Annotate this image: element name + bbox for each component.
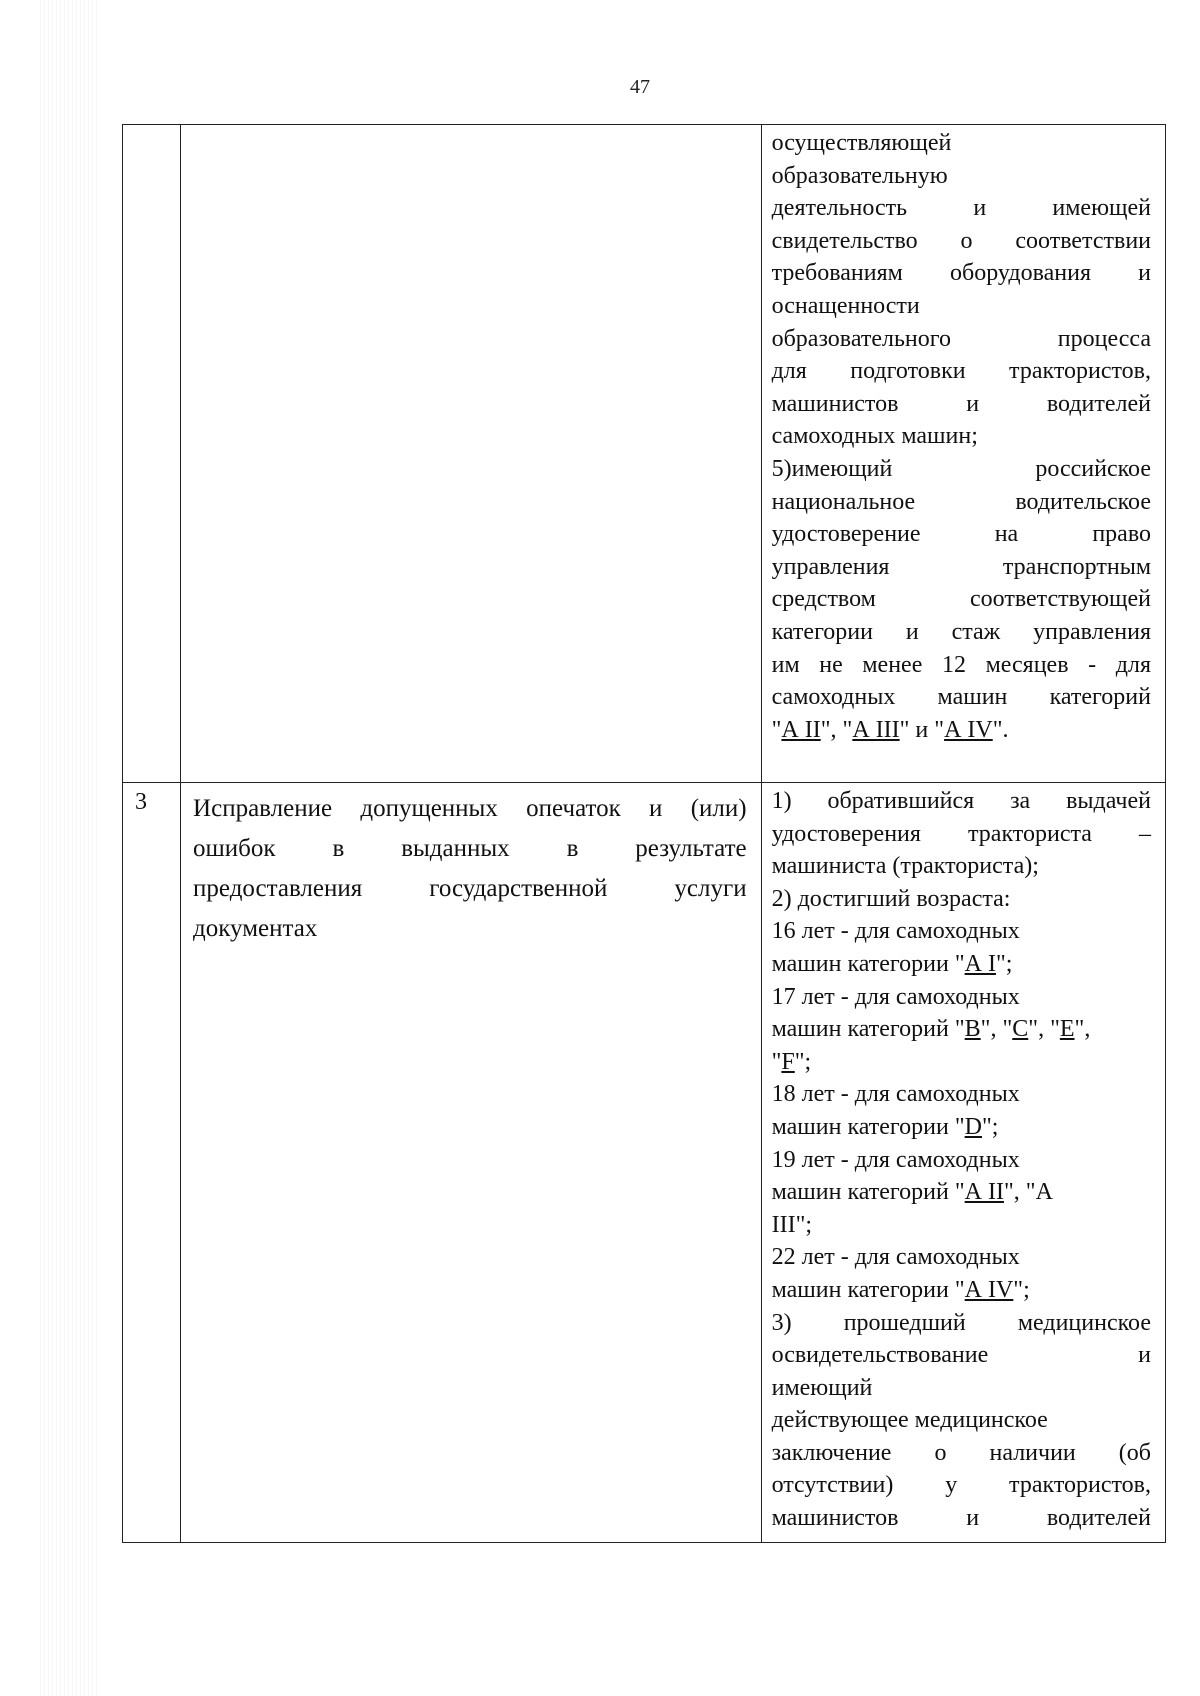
row-number-cell <box>123 125 181 783</box>
table-row1-conditions-line: национальное водительское <box>771 488 1151 515</box>
table-row1-conditions-line: деятельность и имеющей <box>771 195 1151 222</box>
applicant-conditions-cell <box>761 783 1165 1543</box>
table-row2-conditions-line: III"; <box>771 1211 813 1238</box>
service-name-lines <box>193 789 747 949</box>
table-row2-service_lines-line: ошибок в выданных в результате <box>193 835 747 862</box>
table-row2-conditions-line: заключение о наличии (об <box>771 1439 1151 1466</box>
table-row1-conditions-line: осуществляющей <box>771 130 952 156</box>
table-row2-conditions-line: машин категорий "В", "С", "Е", <box>771 1016 1091 1043</box>
table-row2-conditions-line: действующее медицинское <box>771 1407 1048 1434</box>
table-row2-service_lines-line: предоставления государственной услуги <box>193 875 747 902</box>
category-code: А II <box>781 716 821 743</box>
table-row1-conditions-line: "А II", "А III" и "А IV". <box>771 716 1009 743</box>
table-row2-conditions-line: машинистов и водителей <box>771 1505 1151 1532</box>
category-code: F <box>781 1048 795 1075</box>
table-row2-conditions-line: 3) прошедший медицинское <box>771 1309 1151 1336</box>
table-row1-conditions-line: требованиям оборудования и <box>771 260 1151 287</box>
scan-edge-noise <box>40 0 100 1696</box>
table-row2-conditions-line: "F"; <box>771 1048 812 1075</box>
table-row2-conditions-line: 17 лет - для самоходных <box>771 983 1020 1010</box>
table-row1-conditions-line: самоходных машин; <box>771 423 978 450</box>
table-row1-conditions-line: оснащенности <box>771 292 920 319</box>
category-code: А IV <box>944 716 993 743</box>
table-row2-conditions-line: машин категорий "А II", "А <box>771 1179 1053 1206</box>
row-number-cell: 3 <box>123 783 181 1543</box>
table-row2-service_lines-line: Исправление допущенных опечаток и (или) <box>193 795 747 822</box>
category-code: А II <box>964 1179 1004 1206</box>
category-code: В <box>964 1016 981 1043</box>
table-row2-conditions-line: удостоверения тракториста – <box>771 820 1151 847</box>
table-row2-conditions-line: машин категории "А IV"; <box>771 1276 1030 1303</box>
table-row1-conditions-line: самоходных машин категорий <box>771 684 1151 711</box>
category-code: А I <box>964 950 996 977</box>
service-name-cell <box>181 125 762 783</box>
category-code: D <box>964 1113 982 1140</box>
table-row1-conditions-line: категории и стаж управления <box>771 618 1151 645</box>
table-row1-conditions-line: управления транспортным <box>771 553 1151 580</box>
table-row1-conditions-line: удостоверение на право <box>771 521 1151 548</box>
table-row2-conditions-line: машин категории "А I"; <box>771 950 1013 977</box>
table-row2-conditions-line: 18 лет - для самоходных <box>771 1081 1020 1108</box>
table-row2-conditions-line: машиниста (тракториста); <box>771 853 1039 880</box>
category-code: С <box>1012 1016 1029 1043</box>
table-row2-conditions-line: имеющий <box>771 1374 873 1401</box>
table-row2-conditions-line: 1) обратившийся за выдачей <box>771 788 1151 814</box>
table-row1-conditions-line: им не менее 12 месяцев - для <box>771 651 1151 678</box>
category-code: А III <box>852 716 900 743</box>
conditions-lines <box>772 127 1151 746</box>
applicant-conditions-cell <box>761 125 1165 783</box>
table-row2-conditions-line: 2) достигший возраста: <box>771 885 1011 912</box>
table-row1-conditions-line: машинистов и водителей <box>771 390 1151 417</box>
page-number: 47 <box>630 76 650 98</box>
table-row1-conditions-line: для подготовки трактористов, <box>771 358 1151 385</box>
conditions-lines <box>772 785 1151 1535</box>
table-row2-conditions-line: машин категории "D"; <box>771 1113 999 1140</box>
table-row1-conditions-line: образовательного процесса <box>771 325 1151 352</box>
table-row2-conditions-line: освидетельствование и <box>771 1342 1151 1369</box>
category-code: Е <box>1059 1016 1075 1043</box>
table-row1-conditions-line: свидетельство о соответствии <box>771 227 1151 254</box>
table-row2-service_lines-line: документах <box>193 915 318 942</box>
table-row <box>123 125 1166 783</box>
table-row1-conditions-line: средством соответствующей <box>771 586 1151 613</box>
table-row2-conditions-line: 16 лет - для самоходных <box>771 918 1020 945</box>
table-row1-conditions-line: 5)имеющий российское <box>771 455 1151 482</box>
table-row1-conditions-line: образовательную <box>771 162 948 189</box>
category-code: А IV <box>964 1276 1014 1303</box>
service-name-cell <box>181 783 762 1543</box>
table-row2-conditions-line: отсутствии) у трактористов, <box>771 1472 1151 1499</box>
table-row2-conditions-line: 19 лет - для самоходных <box>771 1146 1020 1173</box>
table-row2-conditions-line: 22 лет - для самоходных <box>771 1244 1020 1271</box>
services-table <box>122 124 1166 1543</box>
table-row <box>123 783 1166 1543</box>
